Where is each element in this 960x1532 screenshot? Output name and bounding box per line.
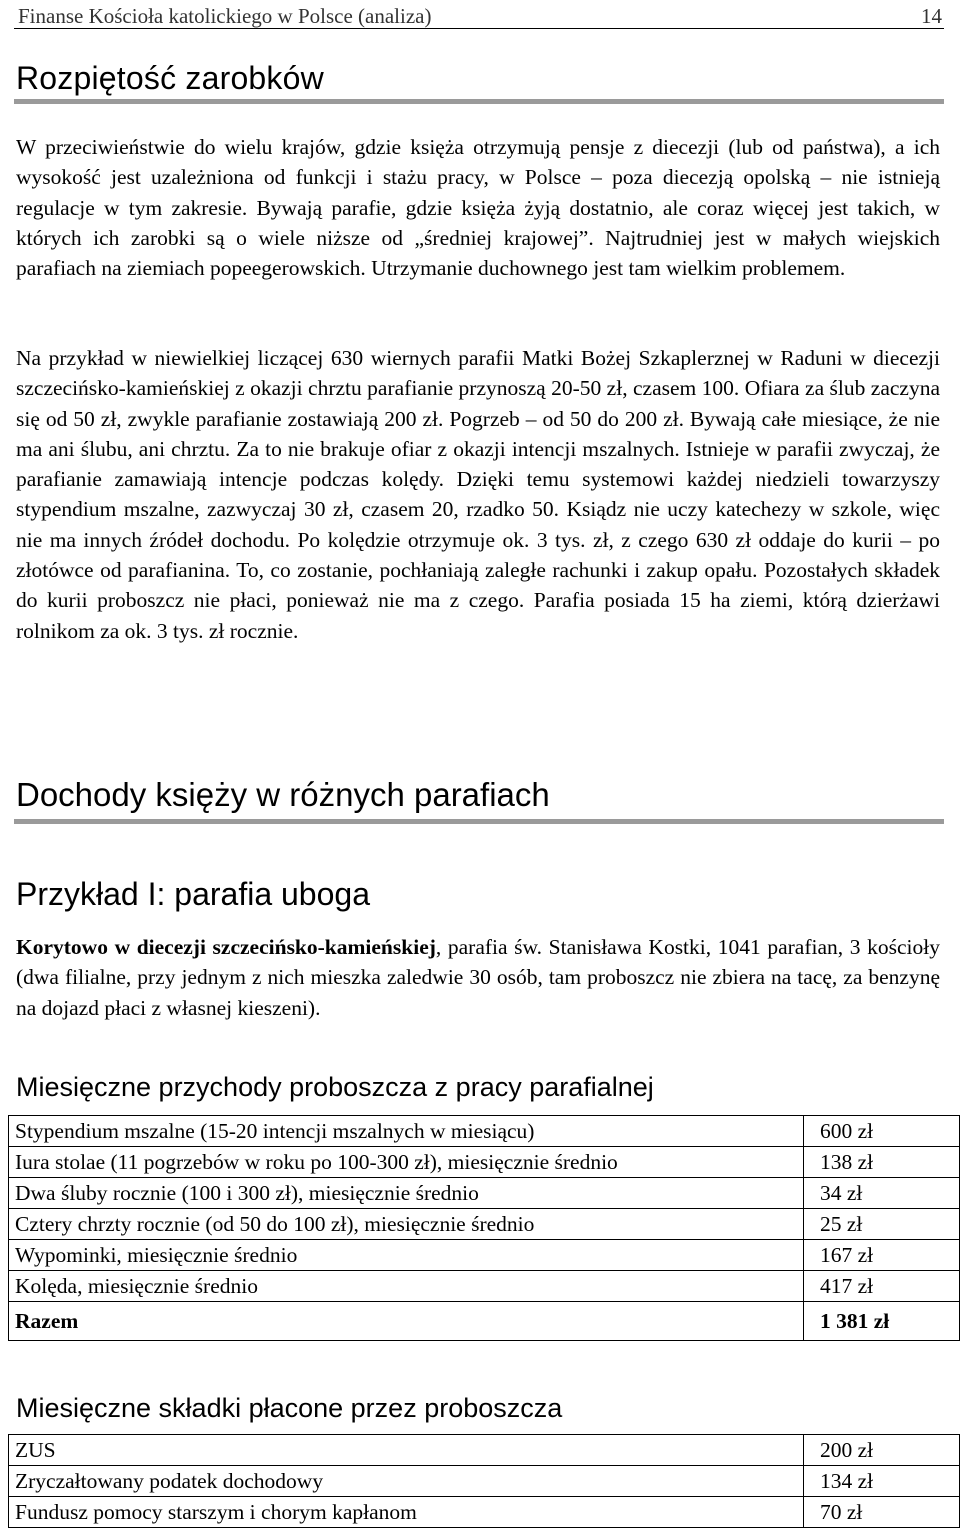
table-row (9, 1178, 960, 1209)
income-table (8, 1115, 960, 1341)
table-row (9, 1435, 960, 1466)
section-heading-dochody: Dochody księży w różnych parafiach (16, 776, 550, 813)
row-value: 34 zł (804, 1178, 960, 1209)
table-row (9, 1497, 960, 1528)
fees-table-title: Miesięczne składki płacone przez proboszcza (16, 1393, 563, 1423)
total-value: 1 381 zł (804, 1302, 960, 1341)
parish-intro (16, 932, 940, 1023)
total-row (9, 1302, 960, 1341)
row-label: Cztery chrzty rocznie (od 50 do 100 zł), miesięcznie średnio (9, 1209, 804, 1240)
row-label: Iura stolae (11 pogrzebów w roku po 100-300 zł), miesięcznie średnio (9, 1147, 804, 1178)
income-table-title: Miesięczne przychody proboszcza z pracy parafialnej (16, 1072, 654, 1102)
fees-table (8, 1434, 960, 1528)
heading-rule (14, 819, 944, 824)
page-header (14, 2, 944, 29)
header-title: Finanse Kościoła katolickiego w Polsce (analiza) (18, 4, 432, 28)
table-row (9, 1466, 960, 1497)
row-value: 600 zł (804, 1116, 960, 1147)
row-label: Zryczałtowany podatek dochodowy (9, 1466, 804, 1497)
row-label: Fundusz pomocy starszym i chorym kapłanom (9, 1497, 804, 1528)
row-value: 138 zł (804, 1147, 960, 1178)
table-row (9, 1209, 960, 1240)
parish-name: Korytowo w diecezji szczecińsko-kamieńskiej (16, 935, 436, 959)
row-label: Stypendium mszalne (15-20 intencji mszalnych w miesiącu) (9, 1116, 804, 1147)
heading-rule (14, 99, 944, 104)
row-value: 134 zł (804, 1466, 960, 1497)
row-label: ZUS (9, 1435, 804, 1466)
paragraph-1: W przeciwieństwie do wielu krajów, gdzie księża otrzymują pensje z diecezji (lub od państwa), a ich wysokość jest uzależniona od funkcji i stażu pracy, w Polsce – poza diecezją opolską – nie istnieją regulacje w tym zakresie. Bywają parafie, gdzie księża żyją dostatnio, ale coraz więcej jest takich, w których ich zarobki są o wiele niższe od „średniej krajowej”. Najtrudniej jest w małych wiejskich parafiach na ziemiach popeegerowskich. Utrzymanie duchownego jest tam wielkim problemem. (16, 135, 940, 281)
row-value: 167 zł (804, 1240, 960, 1271)
row-value: 70 zł (804, 1497, 960, 1528)
paragraph-2: Na przykład w niewielkiej liczącej 630 wiernych parafii Matki Bożej Szkaplerznej w Raduni w diecezji szczecińsko-kamieńskiej z okazji chrztu parafianie przynoszą 20-50 zł, czasem 100. Ofiara za ślub zaczyna się od 50 zł, zwykle parafianie zostawiają 200 zł. Pogrzeb – od 50 do 200 zł. Bywają całe miesiące, że nie ma ani ślubu, ani chrztu. Za to nie brakuje ofiar z okazji intencji mszalnych. Istnieje w parafii zwyczaj, że parafianie zamawiają intencje podczas kolędy. Dzięki temu systemowi każdej niedzieli towarzyszy stypendium mszalne, zazwyczaj 30 zł, czasem 20, rzadko 50. Ksiądz nie uczy katechezy w szkole, więc nie ma innych źródeł dochodu. Po kolędzie otrzymuje ok. 3 tys. zł, z czego 630 zł oddaje do kurii – po złotówce od parafianina. To, co zostanie, pochłaniają zaległe rachunki i zakup opału. Pozostałych składek do kurii proboszcz nie płaci, ponieważ nie ma z czego. Parafia posiada 15 ha ziemi, którą dzierżawi rolnikom za ok. 3 tys. zł rocznie. (16, 346, 940, 643)
table-row (9, 1271, 960, 1302)
table-row (9, 1240, 960, 1271)
subheading-przyklad: Przykład I: parafia uboga (16, 876, 370, 912)
row-value: 200 zł (804, 1435, 960, 1466)
row-value: 25 zł (804, 1209, 960, 1240)
row-label: Kolęda, miesięcznie średnio (9, 1271, 804, 1302)
page-number: 14 (921, 4, 942, 28)
total-label: Razem (9, 1302, 804, 1341)
parish-description: , parafia św. Stanisława Kostki, 1041 parafian, 3 kościoły (dwa filialne, przy jednym z nich mieszka zaledwie 30 osób, tam proboszcz nie zbiera na tacę, za benzynę na dojazd płaci z własnej kieszeni). (16, 935, 940, 1020)
section-heading-rozpietosc: Rozpiętość zarobków (16, 60, 324, 96)
table-row (9, 1147, 960, 1178)
row-value: 417 zł (804, 1271, 960, 1302)
row-label: Dwa śluby rocznie (100 i 300 zł), miesięcznie średnio (9, 1178, 804, 1209)
table-row (9, 1116, 960, 1147)
row-label: Wypominki, miesięcznie średnio (9, 1240, 804, 1271)
